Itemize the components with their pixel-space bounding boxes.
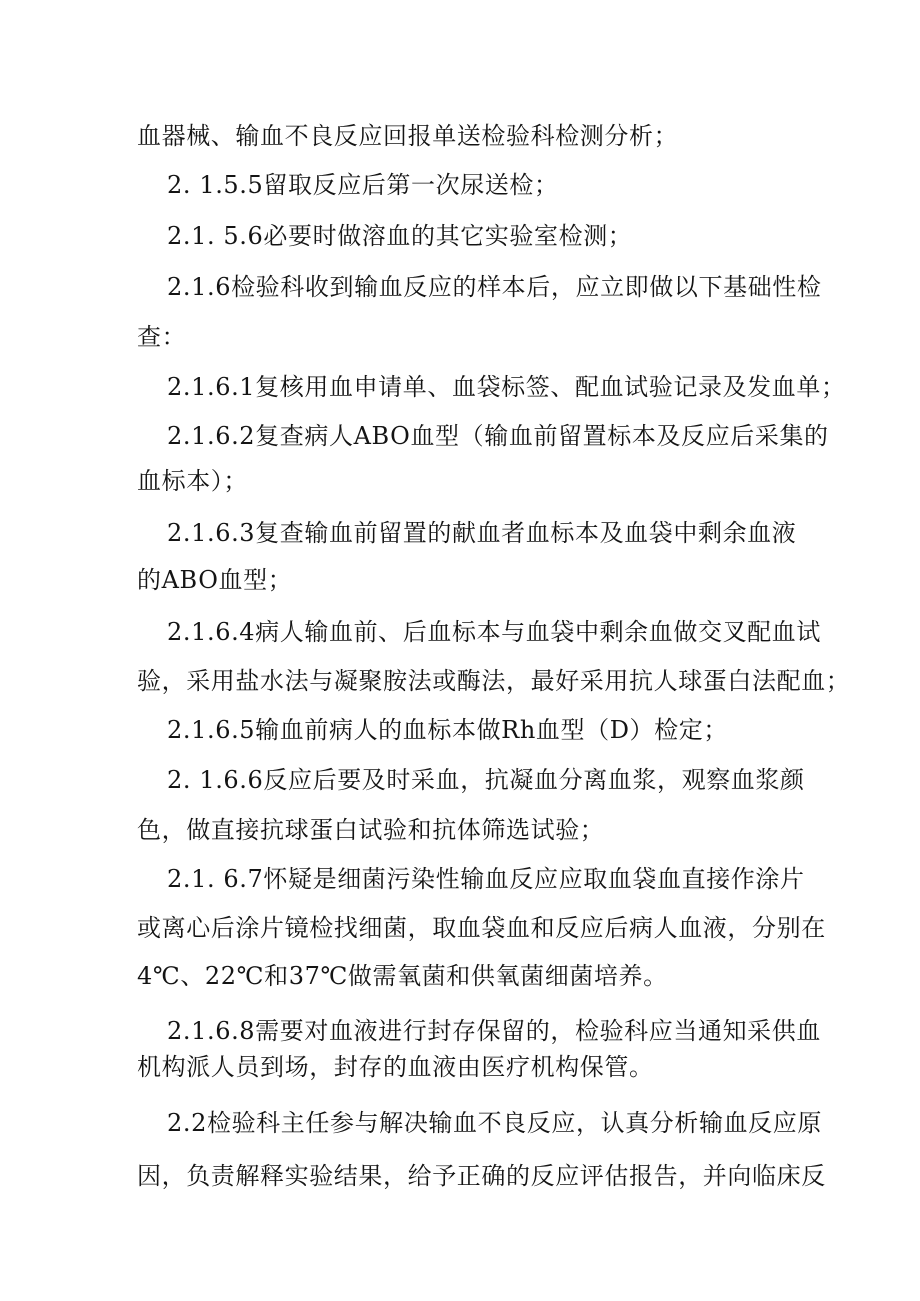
item-2-1-6-6: 2. 1.6.6反应后要及时采血，抗凝血分离血浆，观察血浆颜 — [167, 766, 805, 794]
item-2-1-6-2-cont: 血标本）； — [137, 467, 248, 495]
item-2-1-6-3: 2.1.6.3复查输血前留置的献血者血标本及血袋中剩余血液 — [167, 519, 797, 547]
item-2-1-5-5: 2. 1.5.5留取反应后第一次尿送检； — [167, 171, 559, 199]
item-2-1-6-4-cont: 验，采用盐水法与凝聚胺法或酶法，最好采用抗人球蛋白法配血； — [137, 667, 851, 695]
item-2-1-6-6-cont: 色，做直接抗球蛋白试验和抗体筛选试验； — [137, 816, 605, 844]
item-2-1-6: 2.1.6检验科收到输血反应的样本后，应立即做以下基础性检 — [167, 273, 822, 301]
item-2-1-6-8-cont: 机构派人员到场，封存的血液由医疗机构保管。 — [137, 1053, 654, 1081]
item-2-2-cont: 因，负责解释实验结果，给予正确的反应评估报告，并向临床反 — [137, 1162, 826, 1190]
text-line-continuation: 血器械、输血不良反应回报单送检验科检测分析； — [137, 122, 679, 150]
item-2-2: 2.2检验科主任参与解决输血不良反应，认真分析输血反应原 — [167, 1109, 822, 1137]
item-2-1-6-7-cont-2: 4℃、22℃和37℃做需氧菌和供氧菌细菌培养。 — [137, 962, 668, 990]
item-2-1-6-4: 2.1.6.4病人输血前、后血标本与血袋中剩余血做交叉配血试 — [167, 618, 821, 646]
item-2-1-6-cont: 查： — [137, 323, 187, 351]
item-2-1-6-3-cont: 的ABO血型； — [137, 566, 293, 594]
item-2-1-6-1: 2.1.6.1复核用血申请单、血袋标签、配血试验记录及发血单； — [167, 373, 846, 401]
item-2-1-5-6: 2.1. 5.6必要时做溶血的其它实验室检测； — [167, 222, 633, 250]
item-2-1-6-7-cont-1: 或离心后涂片镜检找细菌，取血袋血和反应后病人血液，分别在 — [137, 914, 826, 942]
item-2-1-6-8: 2.1.6.8需要对血液进行封存保留的，检验科应当通知采供血 — [167, 1017, 821, 1045]
item-2-1-6-7: 2.1. 6.7怀疑是细菌污染性输血反应应取血袋血直接作涂片 — [167, 865, 805, 893]
item-2-1-6-2: 2.1.6.2复查病人ABO血型（输血前留置标本及反应后采集的 — [167, 422, 829, 450]
item-2-1-6-5: 2.1.6.5输血前病人的血标本做Rh血型（D）检定； — [167, 716, 728, 744]
